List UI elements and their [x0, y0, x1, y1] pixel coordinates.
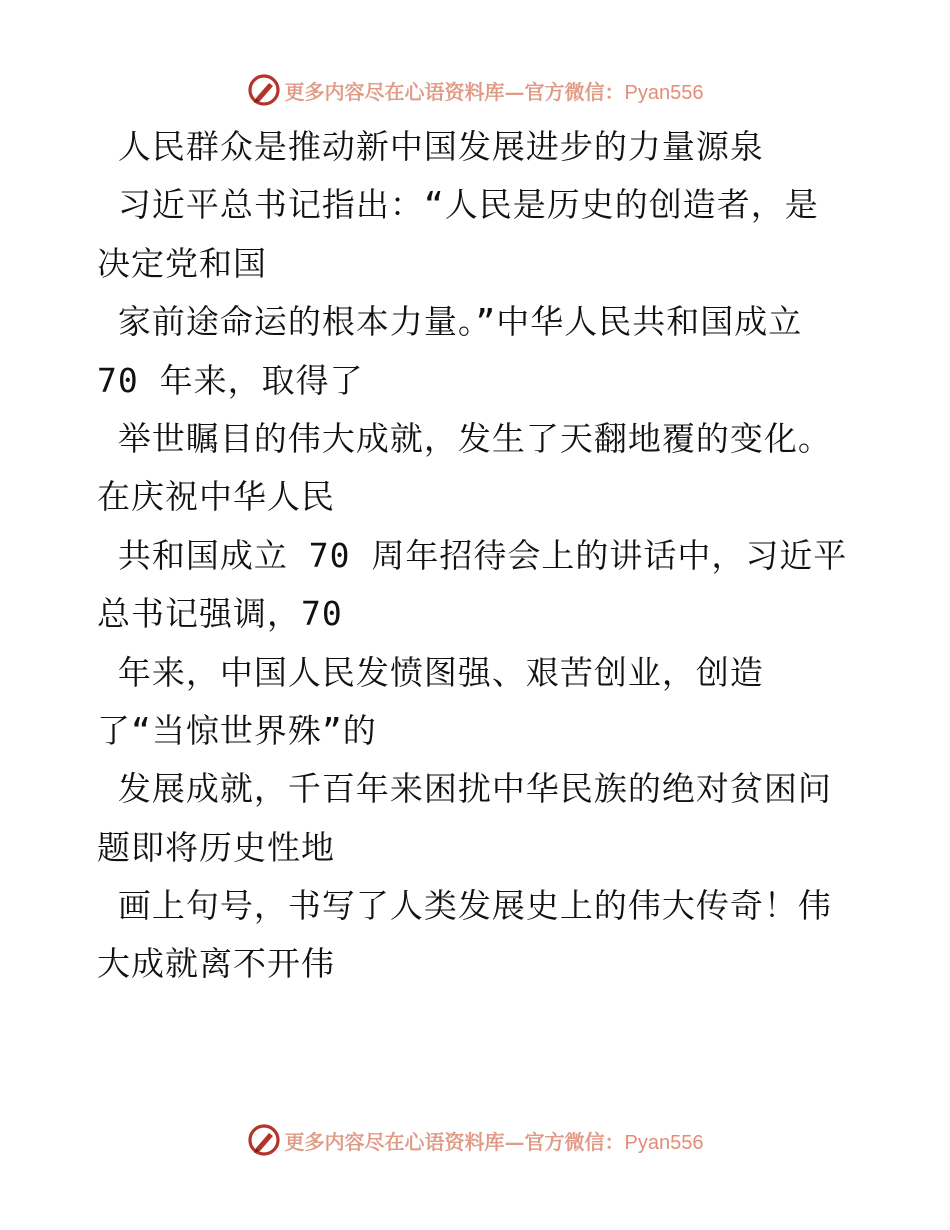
text-line: 习近平总书记指出：“人民是历史的创造者，是 [97, 185, 819, 225]
text-line: 年来，中国人民发愤图强、艰苦创业，创造 [97, 652, 764, 692]
text-line: 画上句号，书写了人类发展史上的伟大传奇！伟 [97, 886, 832, 926]
watermark-text [285, 76, 704, 105]
footer-watermark [0, 1120, 950, 1160]
watermark-wechat-id: Pyan556 [624, 1131, 704, 1154]
text-line: 大成就离不开伟 [97, 944, 335, 984]
text-line: 题即将历史性地 [97, 827, 335, 867]
watermark-site-text: 更多内容尽在心语资料库—官方微信： [284, 79, 625, 104]
text-line: 家前途命运的根本力量。”中华人民共和国成立 [97, 302, 803, 342]
text-line: 了“当惊世界殊”的 [97, 710, 377, 750]
text-line: 总书记强调，70 [97, 594, 343, 634]
text-line: 发展成就，千百年来困扰中华民族的绝对贫困问 [97, 769, 832, 809]
watermark-site-text: 更多内容尽在心语资料库—官方微信： [284, 1129, 625, 1154]
document-body [97, 118, 857, 994]
pen-logo-icon [247, 73, 281, 107]
text-line: 70 年来，取得了 [97, 360, 364, 400]
text-line: 举世瞩目的伟大成就，发生了天翻地覆的变化。 [97, 418, 832, 458]
pen-logo-icon [247, 1123, 281, 1157]
text-line: 人民群众是推动新中国发展进步的力量源泉 [97, 127, 764, 166]
watermark-text [285, 1126, 704, 1155]
text-line: 在庆祝中华人民 [97, 477, 335, 517]
header-watermark [0, 70, 950, 110]
text-line: 共和国成立 70 周年招待会上的讲话中，习近平 [97, 535, 848, 575]
text-line: 决定党和国 [97, 243, 267, 283]
watermark-wechat-id: Pyan556 [624, 81, 704, 104]
